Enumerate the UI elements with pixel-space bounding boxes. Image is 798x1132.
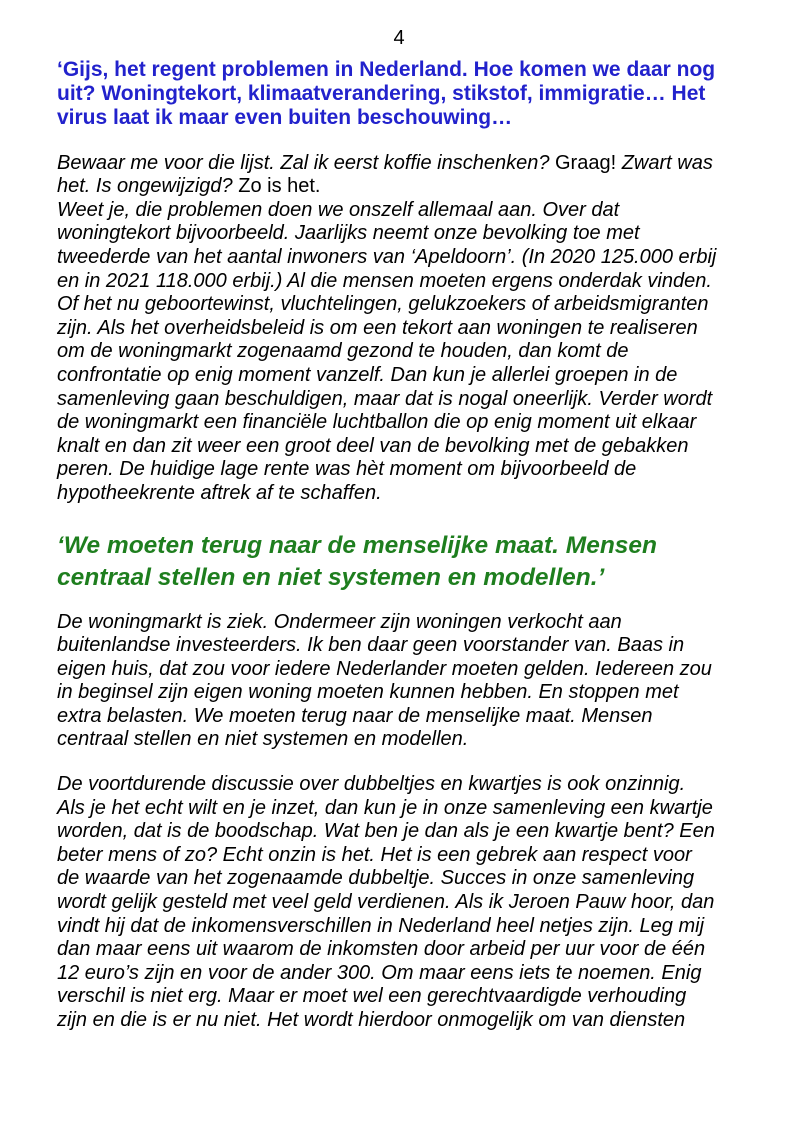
text-line	[57, 1009, 752, 1033]
text-segment: extra belasten. We moeten terug naar de menselijke maat. Mensen	[57, 704, 653, 727]
text-segment: knalt en dan zit weer een groot deel van de bevolking met de gebakken	[57, 434, 689, 457]
text-line	[57, 705, 752, 729]
housing-market-paragraph	[57, 611, 752, 753]
text-segment: ‘Gijs, het regent problemen in Nederland. Hoe komen we daar nog	[57, 58, 716, 81]
text-segment: vindt hij dat de inkomensverschillen in Nederland heel netjes zijn. Leg mij	[57, 914, 705, 937]
text-line	[57, 891, 752, 915]
text-line	[57, 611, 752, 635]
text-segment: Bewaar me voor die lijst. Zal ik eerst koffie inschenken?	[57, 151, 555, 174]
text-segment: en in 2021 118.000 erbij.) Al die mensen moeten ergens onderdak vinden.	[57, 269, 712, 292]
text-line	[57, 411, 752, 435]
text-line	[57, 340, 752, 364]
text-segment: Of het nu geboortewinst, vluchtelingen, gelukzoekers of arbeidsmigranten	[57, 293, 709, 316]
text-line	[57, 844, 752, 868]
page-number: 4	[393, 27, 405, 49]
text-segment: Als je het echt wilt en je inzet, dan kun je in onze samenleving een kwartje	[57, 796, 713, 819]
text-line	[57, 222, 752, 246]
text-line	[57, 270, 752, 294]
text-line	[57, 458, 752, 482]
text-line	[57, 435, 752, 459]
interviewer-speech-segment: Zo is het.	[238, 175, 321, 198]
text-segment: eigen huis, dat zou voor iedere Nederlander moeten gelden. Iedereen zou	[57, 657, 712, 680]
text-segment: dan maar eens uit waarom de inkomsten door arbeid per uur voor de één	[57, 938, 706, 961]
interviewer-question-heading	[57, 58, 752, 131]
text-segment: woningtekort bijvoorbeeld. Jaarlijks neemt onze bevolking toe met	[57, 222, 640, 245]
text-segment: 12 euro’s zijn en voor de ander 300. Om maar eens iets te noemen. Enig	[57, 961, 702, 984]
text-segment: hypotheekrente aftrek af te schaffen.	[57, 481, 382, 504]
content-blocks	[57, 58, 752, 1033]
text-line	[57, 175, 752, 199]
text-segment: centraal stellen en niet systemen en modellen.’	[57, 563, 605, 591]
text-line	[57, 681, 752, 705]
text-segment: Weet je, die problemen doen we onszelf allemaal aan. Over dat	[57, 198, 620, 221]
text-line	[57, 797, 752, 821]
text-segment: ‘We moeten terug naar de menselijke maat. Mensen	[57, 531, 657, 559]
text-segment: worden, dat is de boodschap. Wat ben je dan als je een kwartje bent? Een	[57, 820, 715, 843]
text-segment: uit? Woningtekort, klimaatverandering, stikstof, immigratie… Het	[57, 82, 706, 106]
text-segment: Zwart was	[621, 151, 713, 174]
pull-quote	[57, 530, 752, 594]
text-line	[57, 728, 752, 752]
text-segment: virus laat ik maar even buiten beschouwing…	[57, 106, 513, 130]
text-line	[57, 82, 752, 106]
text-line	[57, 820, 752, 844]
text-segment: in beginsel zijn eigen woning moeten kunnen hebben. En stoppen met	[57, 681, 679, 704]
text-segment: verschil is niet erg. Maar er moet wel een gerechtvaardigde verhouding	[57, 985, 687, 1008]
text-line	[57, 152, 752, 176]
text-line	[57, 293, 752, 317]
text-line	[57, 199, 752, 223]
text-segment: zijn. Als het overheidsbeleid is om een tekort aan woningen te realiseren	[57, 316, 698, 339]
interviewer-speech-segment: Graag!	[555, 151, 622, 174]
text-segment: om de woningmarkt zogenaamd gezond te houden, dan komt de	[57, 340, 629, 363]
text-segment: De woningmarkt is ziek. Ondermeer zijn woningen verkocht aan	[57, 610, 622, 633]
text-segment: wordt gelijk gesteld met veel geld verdienen. Als ik Jeroen Pauw hoor, dan	[57, 891, 715, 914]
text-line	[57, 482, 752, 506]
text-segment: confrontatie op enig moment vanzelf. Dan kun je allerlei groepen in de	[57, 363, 678, 386]
text-line	[57, 364, 752, 388]
text-segment: beter mens of zo? Echt onzin is het. Het is een gebrek aan respect voor	[57, 843, 692, 866]
text-line	[57, 317, 752, 341]
text-segment: de waarde van het zogenaamde dubbeltje. Succes in onze samenleving	[57, 867, 695, 890]
text-line	[57, 106, 752, 130]
text-line	[57, 867, 752, 891]
text-line	[57, 246, 752, 270]
text-segment: het. Is ongewijzigd?	[57, 175, 239, 198]
text-line	[57, 962, 752, 986]
text-segment: De voortdurende discussie over dubbeltjes en kwartjes is ook onzinnig.	[57, 773, 686, 796]
text-line	[57, 388, 752, 412]
text-line	[57, 938, 752, 962]
text-line	[57, 985, 752, 1009]
text-segment: centraal stellen en niet systemen en modellen.	[57, 728, 469, 751]
income-inequality-paragraph	[57, 773, 752, 1033]
text-line	[57, 58, 752, 82]
text-segment: tweederde van het aantal inwoners van ‘Apeldoorn’. (In 2020 125.000 erbij	[57, 245, 717, 268]
text-segment: samenleving gaan beschuldigen, maar dat is nogal oneerlijk. Verder wordt	[57, 387, 713, 410]
text-segment: peren. De huidige lage rente was hèt moment om bijvoorbeeld de	[57, 458, 637, 481]
text-segment: buitenlandse investeerders. Ik ben daar geen voorstander van. Baas in	[57, 634, 685, 657]
text-line	[57, 634, 752, 658]
text-line	[57, 530, 752, 562]
dialogue-paragraph	[57, 152, 752, 506]
text-segment: de woningmarkt een financiële luchtballon die op enig moment uit elkaar	[57, 411, 697, 434]
text-segment: zijn en die is er nu niet. Het wordt hierdoor onmogelijk om van diensten	[57, 1009, 686, 1032]
text-line	[57, 658, 752, 682]
text-line	[57, 562, 752, 594]
text-line	[57, 773, 752, 797]
text-line	[57, 915, 752, 939]
